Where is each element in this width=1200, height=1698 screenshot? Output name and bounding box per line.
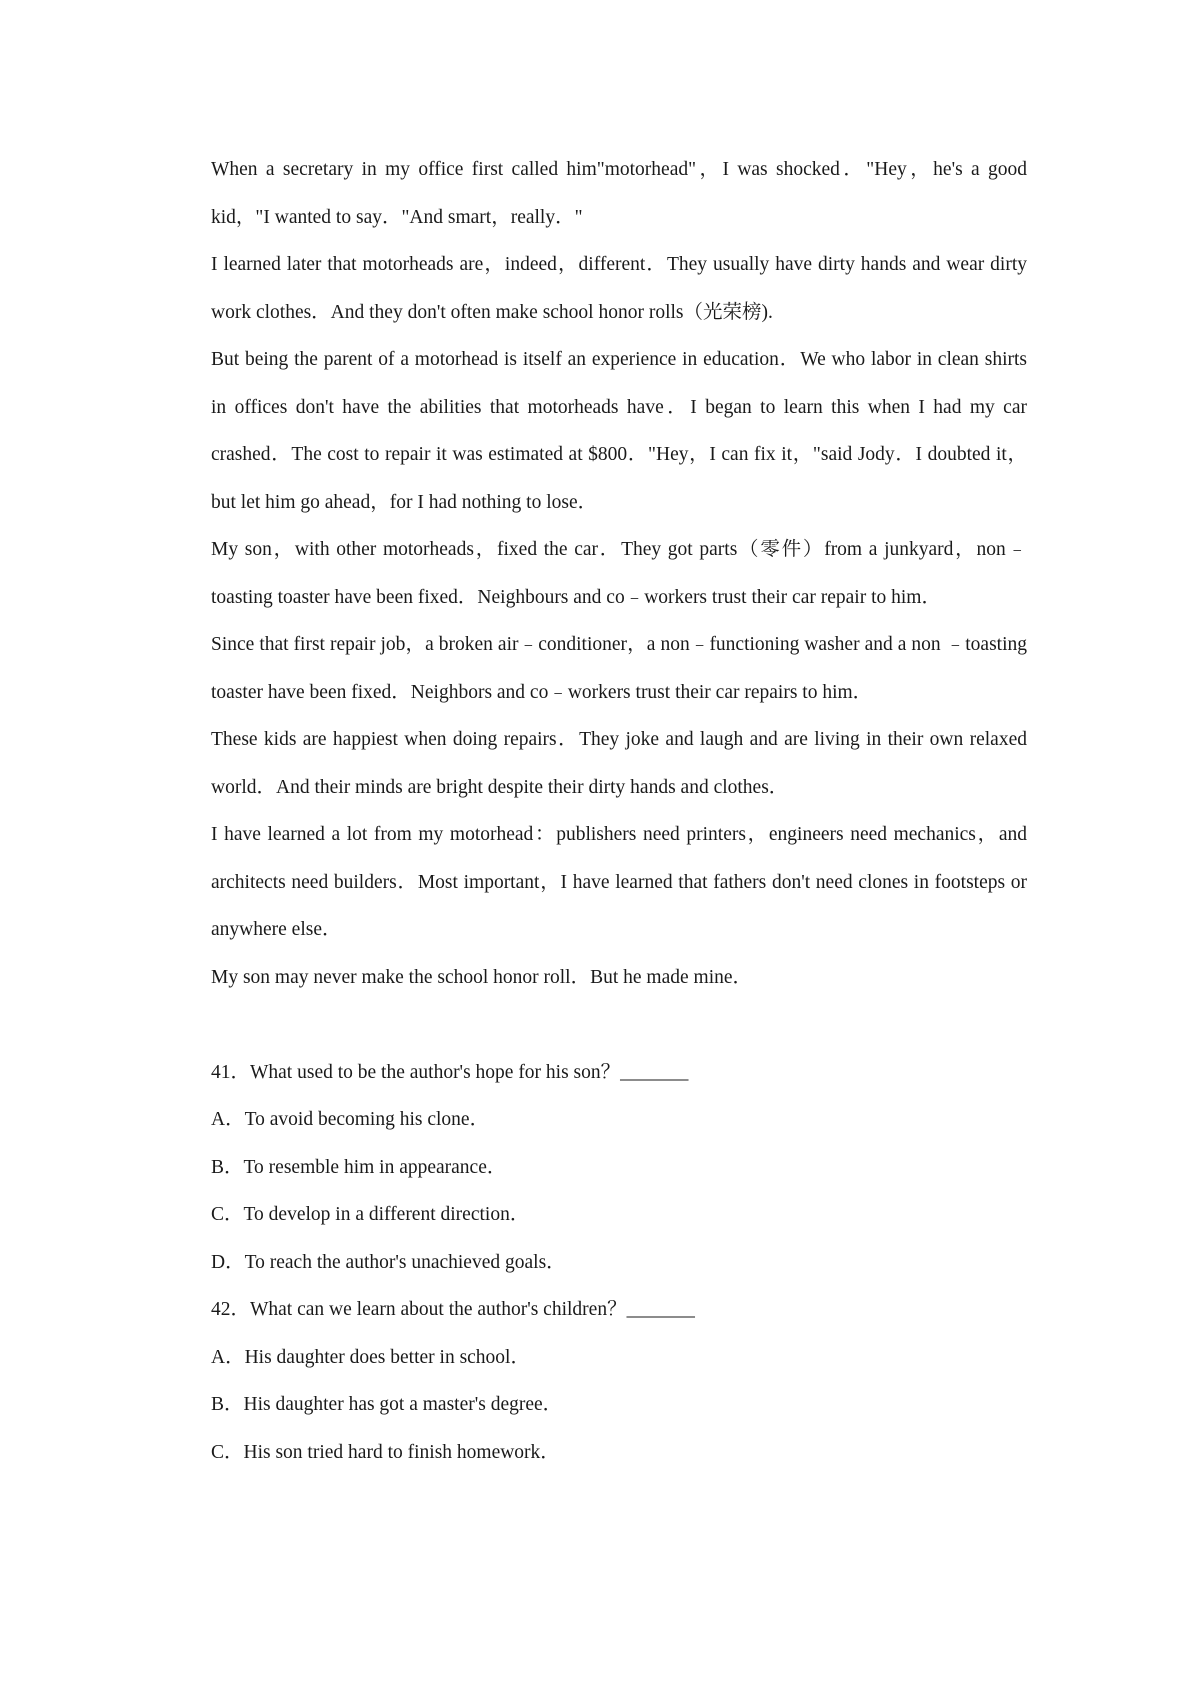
passage-paragraph: I have learned a lot from my motorhead：publishers need printers，engineers need mechanics，and architects need builders．Most important，I have learned that fathers don't need clones in footsteps or anywhere else． <box>211 824 1027 940</box>
answer-option: C．To develop in a different direction． <box>211 1204 530 1225</box>
question-stem: 41．What used to be the author's hope for his son？_______ <box>211 1061 689 1083</box>
answer-option: B．To resemble him in appearance． <box>211 1156 507 1178</box>
passage-paragraph: When a secretary in my office first called him"motorhead"，I was shocked．"Hey，he's a good kid，"I wanted to say．"And smart，really．" <box>211 159 1027 228</box>
passage-paragraph: I learned later that motorheads are，indeed，different．They usually have dirty hands and wear dirty work clothes．And they don't often make school honor rolls（光荣榜). <box>211 254 1027 323</box>
answer-option: A．To avoid becoming his clone． <box>211 1109 490 1130</box>
answer-option: A．His daughter does better in school． <box>211 1346 530 1368</box>
question-stem: 42．What can we learn about the author's children？_______ <box>211 1299 695 1320</box>
question-block <box>211 1286 1027 1476</box>
passage-paragraph: These kids are happiest when doing repairs．They joke and laugh and are living in their own relaxed world．And their minds are bright despite their dirty hands and clothes． <box>211 729 1027 798</box>
answer-option: B．His daughter has got a master's degree． <box>211 1394 563 1415</box>
passage-paragraph: My son，with other motorheads，fixed the car．They got parts（零件）from a junkyard，non﹣toasting toaster have been fixed．Neighbours and co﹣workers trust their car repair to him． <box>211 539 1027 608</box>
document-page <box>211 146 1027 1476</box>
passage-paragraph: But being the parent of a motorhead is itself an experience in education．We who labor in clean shirts in offices don't have the abilities that motorheads have．I began to learn this when I had my car crashed．The cost to repair it was estimated at $800．"Hey，I can fix it，"said Jody．I doubted it，but let him go ahead，for I had nothing to lose． <box>211 349 1027 513</box>
section-spacer <box>211 1001 1027 1049</box>
passage <box>211 146 1027 1001</box>
question-block <box>211 1049 1027 1287</box>
passage-paragraph: My son may never make the school honor roll．But he made mine． <box>211 966 753 988</box>
answer-option: C．His son tried hard to finish homework． <box>211 1441 560 1463</box>
answer-option: D．To reach the author's unachieved goals． <box>211 1251 566 1273</box>
passage-paragraph: Since that first repair job，a broken air﹣conditioner，a non﹣functioning washer and a non ﹣toasting toaster have been fixed．Neighbors and co﹣workers trust their car repairs to him． <box>211 634 1027 703</box>
